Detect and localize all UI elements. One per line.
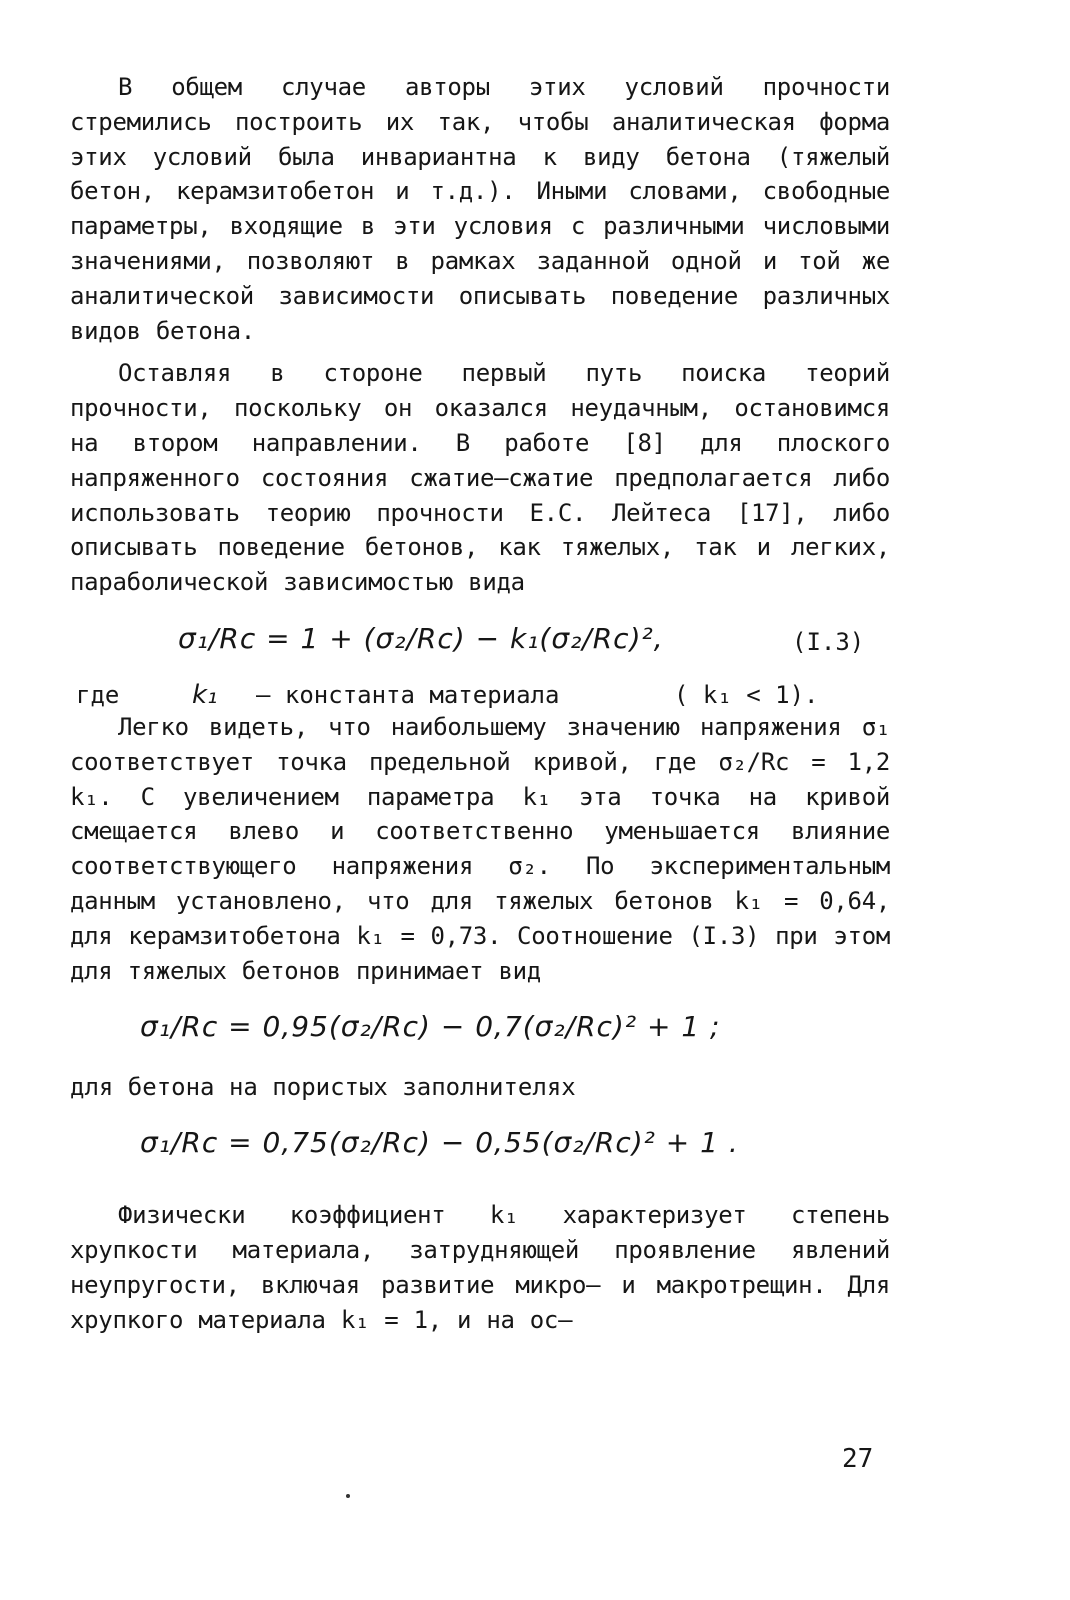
porous-concrete-caption: для бетона на пористых заполнителях xyxy=(70,1073,576,1102)
equation-1-row xyxy=(70,600,890,670)
equation-2: σ₁/Rс = 0,95(σ₂/Rс) − 0,7(σ₂/Rс)² + 1 ; xyxy=(140,1010,721,1044)
paragraph-2: Оставляя в стороне первый путь поиска теорий прочности, поскольку он оказался неудачным, остановимся на втором направлении. В работе [8] для плоского напряженного состояния сжатие–сжатие предполагается либо использовать теорию прочности Е.С. Лейтеса [17], либо описывать поведение бетонов, как тяжелых, так и легких, параболической зависимостью вида xyxy=(70,359,890,597)
where-symbol: k₁ xyxy=(192,679,218,710)
where-word: где xyxy=(76,680,120,709)
paragraph-1: В общем случае авторы этих условий прочности стремились построить их так, чтобы аналитическая форма этих условий была инвариантна к виду бетона (тяжелый бетон, керамзитобетон и т.д.). Иными словами, свободные параметры, входящие в эти условия с различными числовыми значениями, позволяют в рамках заданной одной и той же аналитической зависимости описывать поведение различных видов бетона. xyxy=(70,73,890,345)
paragraph-4: Физически коэффициент k₁ характеризует степень хрупкости материала, затрудняющей проявление явлений неупругости, включая развитие микро– и макротрещин. Для хрупкого материала k₁ = 1, и на ос– xyxy=(70,1201,890,1334)
page-body xyxy=(70,70,890,1338)
equation-3-row xyxy=(70,1104,890,1184)
equation-2-row xyxy=(70,988,890,1068)
equation-3: σ₁/Rс = 0,75(σ₂/Rс) − 0,55(σ₂/Rс)² + 1 . xyxy=(140,1126,739,1160)
page-number: 27 xyxy=(842,1444,874,1474)
paragraph-3: Легко видеть, что наибольшему значению напряжения σ₁ соответствует точка предельной кривой, где σ₂/Rс = 1,2 k₁. С увеличением параметра k₁ эта точка на кривой смещается влево и соответственно уменьшается влияние соответствующего напряжения σ₂. По экспериментальным данным установлено, что для тяжелых бетонов k₁ = 0,64, для керамзитобетона k₁ = 0,73. Соотношение (I.3) при этом для тяжелых бетонов принимает вид xyxy=(70,712,890,985)
where-text: – константа материала xyxy=(256,680,560,709)
where-line xyxy=(70,670,890,710)
speck-dot xyxy=(346,1494,350,1498)
equation-1-label: (I.3) xyxy=(792,627,865,656)
equation-1: σ₁/Rс = 1 + (σ₂/Rс) − k₁(σ₂/Rс)², xyxy=(178,621,664,655)
where-condition: ( k₁ < 1). xyxy=(674,680,819,709)
